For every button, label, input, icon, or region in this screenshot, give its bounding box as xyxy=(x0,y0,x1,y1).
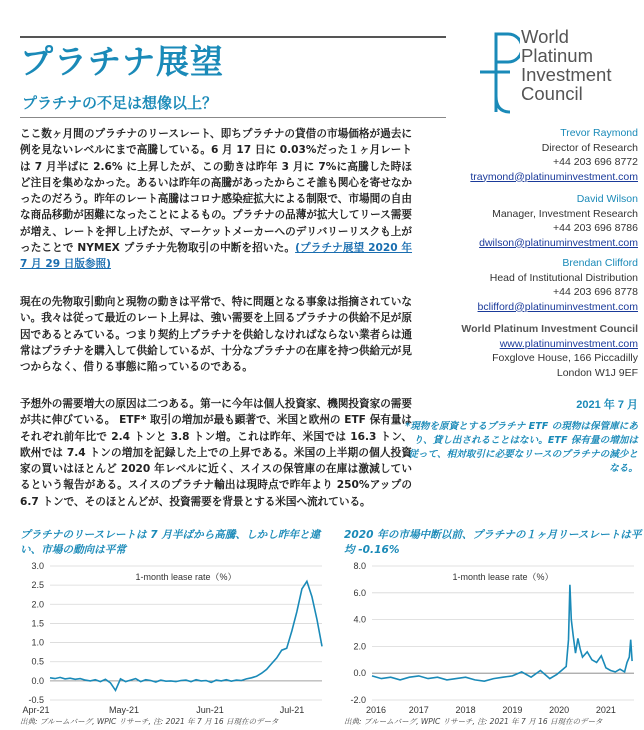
left-chart-source: 出典: ブルームバーグ, WPIC リサーチ, 注: 2021 年 7 月 16 日現在のデータ xyxy=(20,717,279,726)
contact-phone: +44 203 696 8772 xyxy=(553,156,638,168)
contact-email[interactable]: dwilson@platinuminvestment.com xyxy=(479,236,638,249)
contact-name: Trevor Raymond xyxy=(560,127,638,139)
org-address-1: Foxglove House, 166 Piccadilly xyxy=(492,352,638,364)
paragraph-1 xyxy=(20,126,412,273)
logo-line-3: Investment xyxy=(521,64,612,85)
contact-title: Director of Research xyxy=(541,141,638,154)
contact-title: Manager, Investment Research xyxy=(492,207,638,220)
paragraph-3: 予想外の需要増大の原因は二つある。第一に今年は個人投資家、機関投資家の需要が共に伸びている。 ETF* 取引の増加が最も顕著で、米国と欧州の ETF 保有量はそれぞれ前年比で 2.4 トンと 3.8 トン増。これは昨年、米国では 16.3 トン、欧州では 7.4 トンの増加を記録した上での上昇である。米国の上半期の個人投資家の買いはほとんど 2020 年レベルに近く、スイスの保管庫の在庫は激減しているという報告がある。スイスのプラチナ輸出は現時点で昨年より 250%アップの 6.7 トンで、そのほとんどが、投資需要を背景とする米国へ流れている。 xyxy=(20,398,412,508)
x-tick-label: 2017 xyxy=(408,705,429,715)
x-tick-label: Apr-21 xyxy=(22,705,50,715)
y-tick-label: 8.0 xyxy=(353,561,366,571)
paragraph-1-text: ここ数ヶ月間のプラチナのリースレート、即ちプラチナの貸借の市場価格が過去に例を見ないレベルにまで高騰している。6 月 17 日に 0.03%だった１ヶ月レートは 7 月半ばに 2.6% に上昇したが、この動きは昨年 3 月に 7%に高騰した時ほど注目を集めなかった。あるいは昨年の高騰があったからこそ誰も関心を寄せなかったのだろう。昨年のレート高騰はコロナ感染症拡大による制限で、市場間の自由な商品移動が困難になったことによるもの。プラチナの品薄が拡大してリース需要が増え、レートを押し上げたが、マーケットメーカーへのデリバリーリスクも上がったことで NYMEX プラチナ先物取引の中断を招いた。 xyxy=(20,128,412,255)
y-tick-label: -2.0 xyxy=(350,695,366,705)
contact-name: Brendan Clifford xyxy=(562,257,638,269)
contact-1 xyxy=(418,126,638,184)
contact-phone: +44 203 696 8778 xyxy=(553,286,638,298)
logo-line-2: Platinum xyxy=(521,45,593,66)
x-tick-label: 2016 xyxy=(365,705,387,715)
contact-2 xyxy=(418,192,638,250)
series-line xyxy=(50,581,322,690)
y-tick-label: 0.0 xyxy=(31,675,44,686)
y-tick-label: -0.5 xyxy=(28,695,44,705)
left-chart-title: プラチナのリースレートは 7 月半ばから高騰、しかし昨年と違い、市場の動向は平常 xyxy=(20,529,321,556)
prev-edition-link[interactable]: (プラチナ展望 2020 年 7 月 29 日版参照) xyxy=(20,242,413,271)
x-tick-label: May-21 xyxy=(108,705,140,715)
x-tick-label: Jun-21 xyxy=(196,705,224,715)
etf-footnote: *現物を原資とするプラチナ ETF の現物は保管庫にあり、貸し出されることはない。ETF 保有量の増加は従って、相対取引に必要なリースのプラチナの減少となる。 xyxy=(405,421,638,474)
paragraph-2: 現在の先物取引動向と現物の動きは平常で、特に問題となる事象は指摘されていない。我々は従って最近のレート上昇は、強い需要を上回るプラチナの供給不足が原因であるとみている。つまり契約上プラチナを供給しなければならない業者らは通常はプラチナを購入して供給しているが、十分なプラチナの在庫を持つ供給元が見つからなく、借りる事態に陥っているのである。 xyxy=(20,296,412,374)
contact-phone: +44 203 696 8786 xyxy=(553,222,638,234)
y-tick-label: 4.0 xyxy=(353,614,366,625)
right-chart-title: 2020 年の市場中断以前、プラチナの１ヶ月リースレートは平均 -0.16% xyxy=(344,529,642,556)
chart-inner-title: 1-month lease rate（%） xyxy=(452,572,554,582)
issue-date: 2021 年 7 月 xyxy=(576,399,638,411)
contact-name: David Wilson xyxy=(576,193,638,205)
page-subtitle: プラチナの不足は想像以上？ xyxy=(22,94,218,112)
org-address-2: London W1J 9EF xyxy=(556,366,638,379)
contact-3 xyxy=(418,256,638,314)
right-chart-source: 出典: ブルームバーグ, WPIC リサーチ, 注: 2021 年 7 月 16 日現在のデータ xyxy=(344,717,603,726)
wpic-logo-icon xyxy=(474,26,520,116)
subtitle-rule xyxy=(20,117,446,118)
chart-inner-title: 1-month lease rate（%） xyxy=(135,572,237,582)
org-name: World Platinum Investment Council xyxy=(461,323,638,335)
x-tick-label: Jul-21 xyxy=(279,705,305,715)
logo-line-1: World xyxy=(521,26,569,47)
x-tick-label: 2021 xyxy=(595,705,616,715)
left-lease-rate-chart xyxy=(20,560,330,718)
y-tick-label: 0.0 xyxy=(353,668,366,679)
x-tick-label: 2020 xyxy=(549,705,570,715)
y-tick-label: 2.0 xyxy=(353,641,366,652)
contact-title: Head of Institutional Distribution xyxy=(489,271,638,284)
right-lease-rate-chart xyxy=(342,560,642,718)
contact-email[interactable]: bclifford@platinuminvestment.com xyxy=(477,300,638,313)
logo-line-4: Council xyxy=(521,83,583,104)
y-tick-label: 6.0 xyxy=(353,587,366,598)
logo-wordmark xyxy=(521,27,612,103)
contact-email[interactable]: traymond@platinuminvestment.com xyxy=(470,170,638,183)
y-tick-label: 1.0 xyxy=(31,637,44,648)
y-tick-label: 1.5 xyxy=(31,618,44,629)
y-tick-label: 2.5 xyxy=(31,580,44,591)
x-tick-label: 2018 xyxy=(455,705,476,715)
org-website-link[interactable]: www.platinuminvestment.com xyxy=(499,337,638,350)
x-tick-label: 2019 xyxy=(502,705,523,715)
y-tick-label: 3.0 xyxy=(31,561,44,571)
y-tick-label: 0.5 xyxy=(31,656,44,667)
page-title: プラチナ展望 xyxy=(20,42,224,81)
series-line xyxy=(372,585,632,681)
y-tick-label: 2.0 xyxy=(31,599,44,610)
org-block xyxy=(418,322,638,380)
